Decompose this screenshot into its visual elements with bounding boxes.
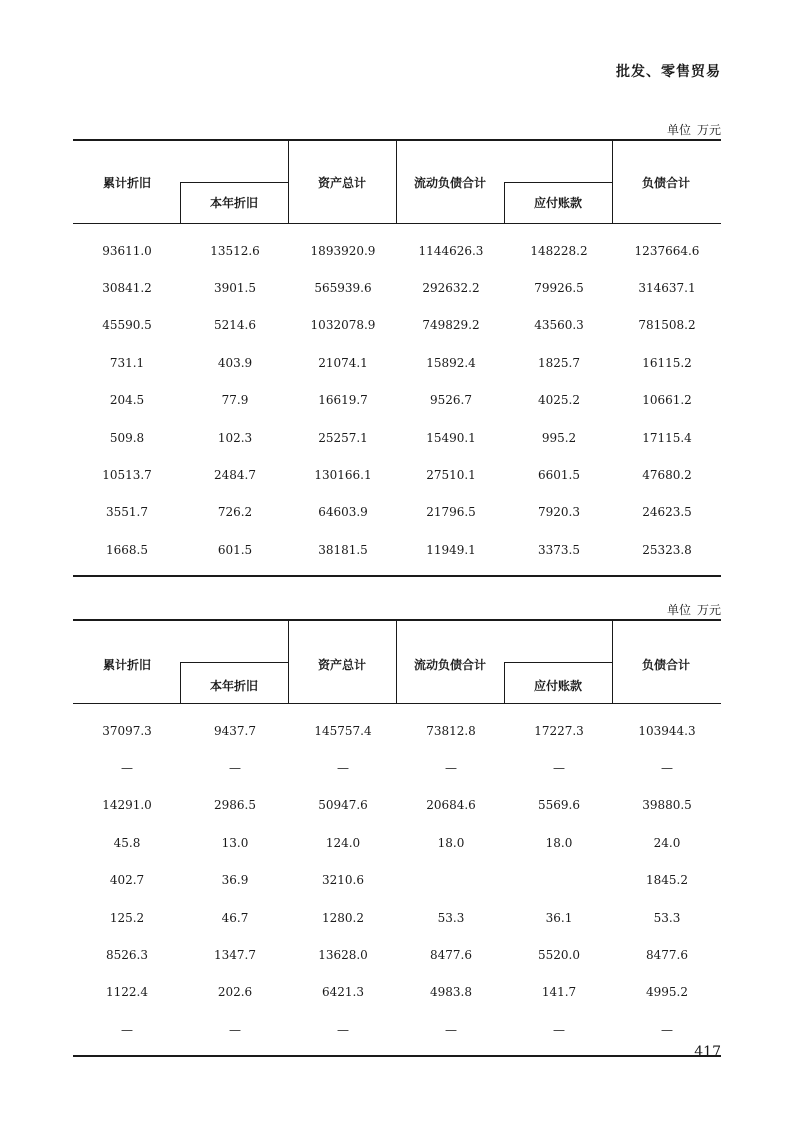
table-cell: — <box>661 1022 673 1037</box>
header-accounts-payable: 应付账款 <box>533 679 582 693</box>
table-cell: 141.7 <box>541 985 577 1000</box>
table-cell: 73812.8 <box>426 723 476 738</box>
table-cell: 11949.1 <box>426 542 476 557</box>
table-cell: 1032078.9 <box>310 318 376 333</box>
table-cell: 202.6 <box>217 985 253 1000</box>
table-cell: 36.9 <box>221 873 249 888</box>
table-body <box>73 704 721 1057</box>
table-row <box>73 232 721 269</box>
page-number: 417 <box>694 1044 721 1060</box>
table-row <box>73 1011 721 1048</box>
table-cell: 10661.2 <box>642 393 692 408</box>
table-row <box>73 824 721 861</box>
table-cell: 21796.5 <box>426 505 476 520</box>
table-cell: 204.5 <box>109 393 145 408</box>
table-row <box>73 382 721 419</box>
table-row <box>73 974 721 1011</box>
table-cell: 726.2 <box>217 505 253 520</box>
header-total-liabilities: 负债合计 <box>641 176 690 190</box>
data-table <box>73 619 721 1057</box>
table-cell: 314637.1 <box>638 281 696 296</box>
table-row <box>73 419 721 456</box>
table-row <box>73 787 721 824</box>
table-cell: 1122.4 <box>106 985 148 1000</box>
table-cell: 3551.7 <box>106 505 148 520</box>
table-cell: 2484.7 <box>214 468 256 483</box>
table-cell: 749829.2 <box>422 318 480 333</box>
table-cell: 46.7 <box>221 910 249 925</box>
table-cell: 39880.5 <box>642 798 692 813</box>
table-cell: — <box>553 761 565 776</box>
table-cell: 402.7 <box>109 873 145 888</box>
table-header <box>73 139 721 224</box>
table-cell: — <box>121 761 133 776</box>
data-table <box>73 139 721 577</box>
table-cell: 43560.3 <box>534 318 584 333</box>
table-cell: 4995.2 <box>646 985 688 1000</box>
table-cell: — <box>337 761 349 776</box>
unit-label <box>667 121 721 138</box>
table-cell: — <box>661 761 673 776</box>
table-cell: 16619.7 <box>318 393 368 408</box>
table-cell: 18.0 <box>437 835 465 850</box>
table-cell: — <box>229 761 241 776</box>
table-cell: 13512.6 <box>210 243 260 258</box>
table-cell: 37097.3 <box>102 723 152 738</box>
header-total-liabilities: 负债合计 <box>641 658 690 672</box>
table-cell: 1144626.3 <box>418 243 484 258</box>
table-cell: 1893920.9 <box>310 243 376 258</box>
table-cell: 13.0 <box>221 835 249 850</box>
table-cell: 79926.5 <box>534 281 584 296</box>
table-cell: 781508.2 <box>638 318 696 333</box>
table-cell: 8477.6 <box>430 948 472 963</box>
running-head: 批发、零售贸易 <box>616 64 721 80</box>
table-cell: 125.2 <box>109 910 145 925</box>
table-cell: 13628.0 <box>318 948 368 963</box>
header-current-liabilities-total: 流动负债合计 <box>413 658 486 672</box>
table-cell: 292632.2 <box>422 281 480 296</box>
table-cell: 16115.2 <box>642 355 692 370</box>
table-row <box>73 269 721 306</box>
table-cell: 17227.3 <box>534 723 584 738</box>
unit-value: 万元 <box>696 123 721 137</box>
table-cell: 102.3 <box>217 430 253 445</box>
table-cell: 25257.1 <box>318 430 368 445</box>
table-cell: 21074.1 <box>318 355 368 370</box>
table-cell: 6421.3 <box>322 985 364 1000</box>
table-cell: — <box>445 761 457 776</box>
table-row <box>73 862 721 899</box>
table-cell: 53.3 <box>437 910 465 925</box>
table-cell: 24623.5 <box>642 505 692 520</box>
table-cell: 5214.6 <box>214 318 256 333</box>
table-cell: 53.3 <box>653 910 681 925</box>
table-cell: 1845.2 <box>646 873 688 888</box>
table-cell: 6601.5 <box>538 468 580 483</box>
table-cell: 2986.5 <box>214 798 256 813</box>
table-cell: 130166.1 <box>314 468 372 483</box>
table-row <box>73 712 721 749</box>
header-total-assets: 资产总计 <box>317 176 366 190</box>
table-cell: 8526.3 <box>106 948 148 963</box>
table-body <box>73 224 721 577</box>
table-row <box>73 494 721 531</box>
table-cell: 15490.1 <box>426 430 476 445</box>
table-cell: 45590.5 <box>102 318 152 333</box>
table-cell: 8477.6 <box>646 948 688 963</box>
table-cell: 17115.4 <box>642 430 692 445</box>
table-cell: 36.1 <box>545 910 573 925</box>
unit-label <box>667 601 721 618</box>
table-cell: — <box>121 1022 133 1037</box>
table-row <box>73 344 721 381</box>
unit-label-text: 单位 <box>666 123 691 137</box>
header-accounts-payable: 应付账款 <box>533 196 582 210</box>
table-row <box>73 307 721 344</box>
table-cell: 18.0 <box>545 835 573 850</box>
table-cell: 14291.0 <box>102 798 152 813</box>
table-cell: 15892.4 <box>426 355 476 370</box>
table-cell: 995.2 <box>541 430 577 445</box>
table-cell: 1668.5 <box>106 542 148 557</box>
table-cell: 9437.7 <box>214 723 256 738</box>
table-cell: 30841.2 <box>102 281 152 296</box>
table-cell: 45.8 <box>113 835 141 850</box>
table-cell: 124.0 <box>325 835 361 850</box>
table-cell: — <box>553 1022 565 1037</box>
table-cell: 47680.2 <box>642 468 692 483</box>
table-cell: 4025.2 <box>538 393 580 408</box>
table-cell: 601.5 <box>217 542 253 557</box>
table-cell: 3210.6 <box>322 873 364 888</box>
table-cell: 38181.5 <box>318 542 368 557</box>
table-cell: — <box>337 1022 349 1037</box>
header-current-liabilities-total: 流动负债合计 <box>413 176 486 190</box>
table-cell: — <box>229 1022 241 1037</box>
table-cell: 64603.9 <box>318 505 368 520</box>
table-cell: 731.1 <box>109 355 145 370</box>
table-cell: 403.9 <box>217 355 253 370</box>
table-cell: 25323.8 <box>642 542 692 557</box>
table-cell: 148228.2 <box>530 243 588 258</box>
table-cell: 93611.0 <box>102 243 152 258</box>
table-cell: 3901.5 <box>214 281 256 296</box>
table-cell: 1237664.6 <box>634 243 700 258</box>
table-cell: 7920.3 <box>538 505 580 520</box>
unit-label-text: 单位 <box>666 603 691 617</box>
table-cell: 1347.7 <box>214 948 256 963</box>
table-cell: 145757.4 <box>314 723 372 738</box>
table-cell: — <box>445 1022 457 1037</box>
table-row <box>73 899 721 936</box>
table-cell: 565939.6 <box>314 281 372 296</box>
header-accumulated-depreciation: 累计折旧 <box>102 658 151 672</box>
table-header <box>73 619 721 704</box>
table-cell: 5569.6 <box>538 798 580 813</box>
table-row <box>73 456 721 493</box>
header-current-year-depreciation: 本年折旧 <box>209 196 258 210</box>
table-row <box>73 749 721 786</box>
table-cell: 1825.7 <box>538 355 580 370</box>
table-cell: 20684.6 <box>426 798 476 813</box>
table-cell: 27510.1 <box>426 468 476 483</box>
table-row <box>73 531 721 568</box>
table-cell: 3373.5 <box>538 542 580 557</box>
header-total-assets: 资产总计 <box>317 658 366 672</box>
table-row <box>73 936 721 973</box>
table-cell: 4983.8 <box>430 985 472 1000</box>
table-cell: 24.0 <box>653 835 681 850</box>
table-cell: 103944.3 <box>638 723 696 738</box>
table-cell: 9526.7 <box>430 393 472 408</box>
table-cell: 77.9 <box>221 393 249 408</box>
table-cell: 5520.0 <box>538 948 580 963</box>
unit-value: 万元 <box>696 603 721 617</box>
header-accumulated-depreciation: 累计折旧 <box>102 176 151 190</box>
table-cell: 509.8 <box>109 430 145 445</box>
table-cell: 10513.7 <box>102 468 152 483</box>
header-current-year-depreciation: 本年折旧 <box>209 679 258 693</box>
table-cell: 1280.2 <box>322 910 364 925</box>
table-cell: 50947.6 <box>318 798 368 813</box>
